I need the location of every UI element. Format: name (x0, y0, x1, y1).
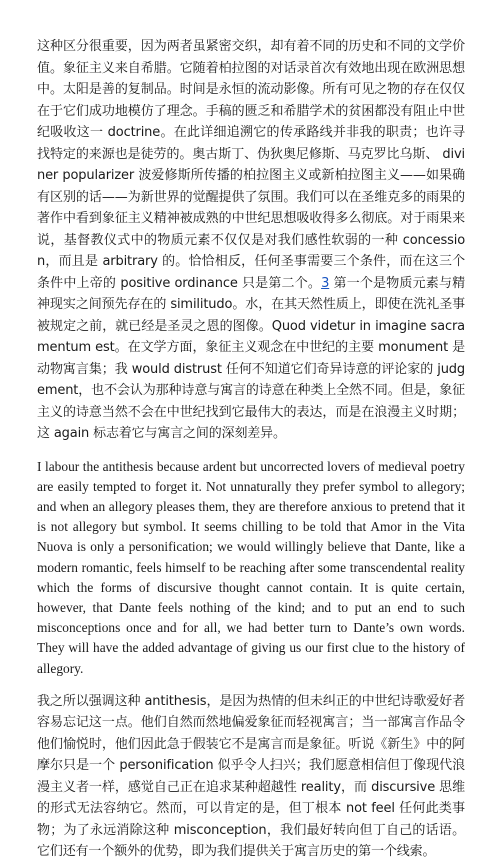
document-page (37, 36, 465, 863)
paragraph-chinese-symbolism (37, 36, 465, 445)
footnote-link[interactable]: 3 (321, 275, 330, 291)
paragraph-english-antithesis: I labour the antithesis because ardent but uncorrected lovers of medieval poetry are easily tempted to forget it. Not unnaturally they prefer symbol to allegory; and when an allegory pleases them, they are therefore anxious to pretend that it is not allegory but symbol. It seems chilling to be told that Amor in the Vita Nuova is only a personification; we would willingly believe that Dante, like a modern romantic, feels himself to be reaching after some transcendental reality which the forms of discursive thought cannot contain. It is quite certain, however, that Dante feels nothing of the kind; and to put an end to such misconceptions once and for all, we had better turn to Dante’s own words. They will have the added advantage of giving us our first clue to the history of allegory. (37, 458, 465, 676)
paragraph-text-after-note: 第一个是物质元素与精神现实之间预先存在的 similitudo。水，在其天然性质上，即使在洗礼圣事被规定之前，就已经是圣灵之恩的图像。Quod videtur in imagine sacramentum est。在文学方面，象征主义观念在中世纪的主要 monument 是动物寓言集；我 would distrust 任何不知道它们奇异诗意的评论家的 judgement，也不会认为那种诗意与寓言的诗意在种类上全然不同。但是，象征主义的诗意当然不会在中世纪找到它最伟大的表达，而是在浪漫主义时期；这 again 标志着它与寓言之间的深刻差异。 (37, 275, 465, 441)
paragraph-chinese-antithesis: 我之所以强调这种 antithesis，是因为热情的但未纠正的中世纪诗歌爱好者容易忘记这一点。他们自然而然地偏爱象征而轻视寓言；当一部寓言作品令他们愉悦时，他们因此急于假装它不是寓言而是象征。听说《新生》中的阿摩尔只是一个 personification 似乎令人扫兴；我们愿意相信但丁像现代浪漫主义者一样，感觉自己正在追求某种超越性 reality，而 discursive 思维的形式无法容纳它。然而，可以肯定的是，但丁根本 not feel 任何此类事物；为了永远消除这种 misconception，我们最好转向但丁自己的话语。它们还有一个额外的优势，即为我们提供关于寓言历史的第一个线索。 (37, 693, 465, 860)
paragraph-text-before-note: 这种区分很重要，因为两者虽紧密交织，却有着不同的历史和不同的文学价值。象征主义来自希腊。它随着柏拉图的对话录首次有效地出现在欧洲思想中。太阳是善的复制品。时间是永恒的流动影像。所有可见之物的存在仅仅在于它们成功地模仿了理念。手稿的匮乏和希腊学术的贫困都没有阻止中世纪吸收这一 doctrine。在此详细追溯它的传承路线并非我的职责；也许寻找特定的来源也是徒劳的。奥古斯丁、伪狄奥尼修斯、马克罗比乌斯、 diviner popularizer 波爱修斯所传播的柏拉图主义或新柏拉图主义——如果确有区别的话——为新世界的觉醒提供了氛围。我们可以在圣维克多的雨果的著作中看到象征主义精神被成熟的中世纪思想吸收得多么彻底。对于雨果来说，基督教仪式中的物质元素不仅仅是对我们感性软弱的一种 concession，而且是 arbitrary 的。恰恰相反，任何圣事需要三个条件，而在这三个条件中上帝的 positive ordinance 只是第二个。 (37, 39, 465, 291)
